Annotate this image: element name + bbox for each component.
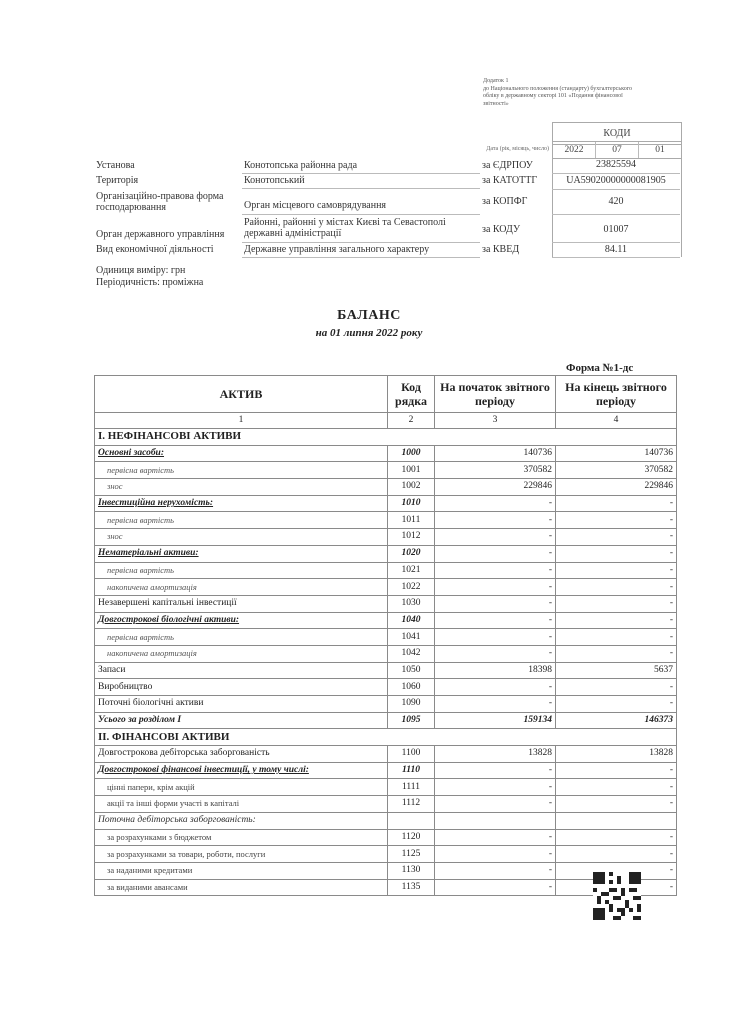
col-header-end: На кінець звітного періоду: [556, 376, 677, 413]
row-code: 1060: [388, 679, 435, 696]
row-end: 146373: [556, 712, 677, 729]
table-row: [95, 479, 677, 496]
table-row: [95, 495, 677, 512]
row-end: -: [556, 595, 677, 612]
col-header-code: Код рядка: [388, 376, 435, 413]
row-start: 370582: [435, 462, 556, 479]
table-row: [95, 562, 677, 579]
balance-table: [94, 375, 677, 896]
divider: [552, 242, 680, 243]
row-start: [435, 812, 556, 829]
table-row: [95, 696, 677, 713]
row-end: -: [556, 779, 677, 796]
underline: [242, 214, 480, 215]
section-title: ІІ. ФІНАНСОВІ АКТИВИ: [95, 729, 677, 746]
row-end: -: [556, 679, 677, 696]
table-row: [95, 545, 677, 562]
row-end: -: [556, 796, 677, 813]
row-start: -: [435, 829, 556, 846]
row-start: -: [435, 495, 556, 512]
table-header: [95, 376, 677, 413]
row-end: -: [556, 846, 677, 863]
row-code: [388, 812, 435, 829]
row-label: первісна вартість: [95, 512, 388, 529]
row-label: акції та інші форми участі в капіталі: [95, 796, 388, 813]
underline: [242, 257, 480, 258]
row-label: знос: [95, 529, 388, 546]
divider: [552, 214, 680, 215]
row-code: 1120: [388, 829, 435, 846]
row-code: 1002: [388, 479, 435, 496]
row-label: Поточні біологічні активи: [95, 696, 388, 713]
kodu-label: за КОДУ: [482, 224, 521, 235]
kved-code: 84.11: [604, 244, 628, 255]
row-label: за розрахунками з бюджетом: [95, 829, 388, 846]
qr-code-icon: [593, 872, 641, 920]
table-row: [95, 462, 677, 479]
codes-header: КОДИ: [552, 122, 682, 145]
form-number: Форма №1-дс: [566, 362, 634, 374]
row-start: -: [435, 579, 556, 596]
note-line: Додаток 1: [483, 78, 509, 84]
row-start: -: [435, 762, 556, 779]
row-end: -: [556, 862, 677, 879]
section-row: [95, 729, 677, 746]
katottg-label: за КАТОТТГ: [482, 175, 538, 186]
table-row: [95, 846, 677, 863]
table-row: [95, 679, 677, 696]
row-end: -: [556, 495, 677, 512]
row-label: Основні засоби:: [95, 445, 388, 462]
institution-label: Установа: [96, 160, 135, 171]
total-row: [95, 712, 677, 729]
activity-value: Державне управління загального характеру: [244, 244, 430, 255]
row-end: 229846: [556, 479, 677, 496]
row-code: 1050: [388, 662, 435, 679]
col-header-asset: АКТИВ: [95, 376, 388, 413]
row-label: Нематеріальні активи:: [95, 545, 388, 562]
table-row: [95, 662, 677, 679]
date-day: 01: [655, 145, 665, 155]
row-end: -: [556, 829, 677, 846]
row-code: 1001: [388, 462, 435, 479]
row-start: -: [435, 696, 556, 713]
underline: [242, 188, 480, 189]
row-label: Довгострокові фінансові інвестиції, у тому числі:: [95, 762, 388, 779]
gov-body-value: Районні, районні у містах Києві та Севастополі державні адміністрації: [244, 217, 446, 239]
row-end: -: [556, 529, 677, 546]
row-start: -: [435, 629, 556, 646]
row-end: -: [556, 696, 677, 713]
row-end: -: [556, 629, 677, 646]
note-line: обліку в державному секторі 101 «Подання фінансової: [483, 93, 623, 99]
table-row: [95, 595, 677, 612]
row-start: -: [435, 612, 556, 629]
row-start: 13828: [435, 746, 556, 763]
row-end: -: [556, 612, 677, 629]
row-label: Запаси: [95, 662, 388, 679]
kopfg-label: за КОПФГ: [482, 196, 528, 207]
row-end: -: [556, 879, 677, 896]
row-start: -: [435, 645, 556, 662]
table-row: [95, 862, 677, 879]
table-row: [95, 746, 677, 763]
kodu-code: 01007: [603, 224, 629, 235]
regulation-note: [483, 78, 668, 108]
row-start: -: [435, 529, 556, 546]
table-row: [95, 812, 677, 829]
table-row: [95, 612, 677, 629]
row-end: 13828: [556, 746, 677, 763]
row-end: [556, 812, 677, 829]
row-code: 1020: [388, 545, 435, 562]
table-row: [95, 512, 677, 529]
table-row: [95, 579, 677, 596]
table-row: [95, 796, 677, 813]
row-label: первісна вартість: [95, 562, 388, 579]
territory-label: Територія: [96, 175, 139, 186]
column-numbers: [95, 413, 677, 429]
table-row: [95, 629, 677, 646]
page-subtitle: на 01 липня 2022 року: [315, 327, 423, 339]
row-start: -: [435, 779, 556, 796]
row-start: 159134: [435, 712, 556, 729]
underline: [242, 173, 480, 174]
col-number: 4: [556, 413, 677, 429]
row-code: 1041: [388, 629, 435, 646]
row-code: 1011: [388, 512, 435, 529]
kopfg-code: 420: [608, 196, 624, 207]
row-code: 1012: [388, 529, 435, 546]
table-row: [95, 829, 677, 846]
table-row: [95, 445, 677, 462]
row-end: 370582: [556, 462, 677, 479]
activity-label: Вид економічної діяльності: [96, 244, 214, 255]
row-code: 1111: [388, 779, 435, 796]
section-title: І. НЕФІНАНСОВІ АКТИВИ: [95, 429, 677, 446]
row-label: Довгострокові біологічні активи:: [95, 612, 388, 629]
row-label: Довгострокова дебіторська заборгованість: [95, 746, 388, 763]
date-year: 2022: [553, 142, 596, 158]
row-start: 140736: [435, 445, 556, 462]
divider: [552, 257, 680, 258]
row-code: 1095: [388, 712, 435, 729]
row-label: цінні папери, крім акцій: [95, 779, 388, 796]
date-label: Дата (рік, місяць, число): [486, 146, 549, 152]
row-end: 140736: [556, 445, 677, 462]
section-row: [95, 429, 677, 446]
page-title: БАЛАНС: [337, 308, 401, 323]
row-label: Поточна дебіторська заборгованість:: [95, 812, 388, 829]
row-label: знос: [95, 479, 388, 496]
institution-value: Конотопська районна рада: [244, 160, 358, 171]
row-start: -: [435, 512, 556, 529]
row-label: за наданими кредитами: [95, 862, 388, 879]
legal-form-value: Орган місцевого самоврядування: [244, 200, 387, 211]
row-label: первісна вартість: [95, 462, 388, 479]
row-code: 1090: [388, 696, 435, 713]
row-code: 1112: [388, 796, 435, 813]
table-row: [95, 529, 677, 546]
underline: [242, 242, 480, 243]
note-line: до Національного положення (стандарту) бухгалтерського: [483, 85, 633, 92]
row-end: 5637: [556, 662, 677, 679]
row-code: 1000: [388, 445, 435, 462]
row-start: 18398: [435, 662, 556, 679]
col-number: 3: [435, 413, 556, 429]
row-start: -: [435, 862, 556, 879]
row-end: -: [556, 762, 677, 779]
row-code: 1040: [388, 612, 435, 629]
col-number: 2: [388, 413, 435, 429]
row-start: -: [435, 545, 556, 562]
divider: [552, 173, 680, 174]
edrpou-code: 23825594: [596, 159, 636, 170]
row-start: -: [435, 796, 556, 813]
row-code: 1022: [388, 579, 435, 596]
row-code: 1130: [388, 862, 435, 879]
row-label: за виданими авансами: [95, 879, 388, 896]
row-code: 1110: [388, 762, 435, 779]
row-label: за розрахунками за товари, роботи, послуги: [95, 846, 388, 863]
note-line: звітності»: [483, 100, 509, 107]
table-row: [95, 879, 677, 896]
row-code: 1100: [388, 746, 435, 763]
col-number: 1: [95, 413, 388, 429]
row-label: Виробництво: [95, 679, 388, 696]
gov-body-label: Орган державного управління: [96, 229, 225, 240]
row-label: Незавершені капітальні інвестиції: [95, 595, 388, 612]
row-end: -: [556, 562, 677, 579]
katottg-code: UA59020000000081905: [566, 175, 666, 186]
legal-form-label: Організаційно-правова форма господарювання: [96, 191, 224, 213]
row-label: Інвестиційна нерухомість:: [95, 495, 388, 512]
kved-label: за КВЕД: [482, 244, 520, 255]
edrpou-label: за ЄДРПОУ: [482, 160, 533, 171]
row-label: Усього за розділом І: [95, 712, 388, 729]
row-end: -: [556, 645, 677, 662]
table-row: [95, 645, 677, 662]
row-label: первісна вартість: [95, 629, 388, 646]
table-row: [95, 762, 677, 779]
row-start: -: [435, 879, 556, 896]
table-row: [95, 779, 677, 796]
row-end: -: [556, 579, 677, 596]
row-code: 1030: [388, 595, 435, 612]
date-month: 07: [596, 142, 639, 158]
divider: [552, 189, 680, 190]
row-code: 1010: [388, 495, 435, 512]
unit-label: Одиниця виміру: грн: [96, 265, 186, 276]
periodicity-label: Періодичність: проміжна: [96, 277, 204, 288]
row-end: -: [556, 545, 677, 562]
row-start: -: [435, 846, 556, 863]
row-code: 1125: [388, 846, 435, 863]
row-code: 1042: [388, 645, 435, 662]
row-end: -: [556, 512, 677, 529]
row-start: -: [435, 562, 556, 579]
row-start: -: [435, 595, 556, 612]
row-start: 229846: [435, 479, 556, 496]
row-start: -: [435, 679, 556, 696]
row-code: 1021: [388, 562, 435, 579]
territory-value: Конотопський: [244, 175, 305, 186]
row-label: накопичена амортизація: [95, 579, 388, 596]
row-code: 1135: [388, 879, 435, 896]
row-label: накопичена амортизація: [95, 645, 388, 662]
col-header-start: На початок звітного періоду: [435, 376, 556, 413]
